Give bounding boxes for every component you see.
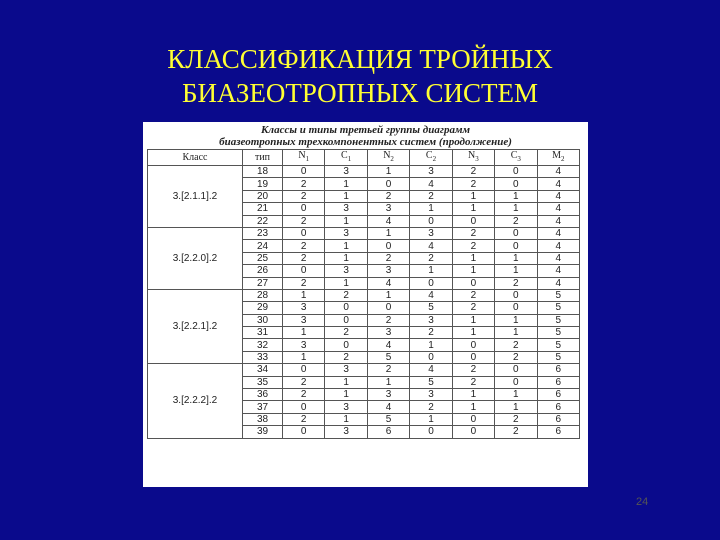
class-cell: 3.[2.2.2].2 xyxy=(148,364,243,438)
table-cell: 0 xyxy=(283,401,325,413)
table-cell: 26 xyxy=(243,265,283,277)
table-cell: 5 xyxy=(367,413,409,425)
column-header xyxy=(410,150,452,166)
table-cell: 1 xyxy=(410,413,452,425)
table-cell: 1 xyxy=(495,203,537,215)
table-cell: 1 xyxy=(452,190,494,202)
column-header-label: C xyxy=(425,150,433,161)
table-cell: 3 xyxy=(367,327,409,339)
column-header xyxy=(148,150,243,166)
table-cell: 0 xyxy=(283,426,325,438)
table-cell: 0 xyxy=(452,339,494,351)
table-header-row xyxy=(148,150,580,166)
class-cell: 3.[2.1.1].2 xyxy=(148,166,243,228)
table-cell: 6 xyxy=(537,401,579,413)
table-cell: 1 xyxy=(410,203,452,215)
table-cell: 0 xyxy=(283,166,325,178)
table-cell: 6 xyxy=(537,389,579,401)
table-cell: 0 xyxy=(325,302,367,314)
table-cell: 1 xyxy=(367,227,409,239)
table-cell: 2 xyxy=(452,166,494,178)
column-header-label: Класс xyxy=(182,152,208,163)
table-cell: 19 xyxy=(243,178,283,190)
table-cell: 2 xyxy=(495,426,537,438)
table-cell: 1 xyxy=(452,265,494,277)
column-header xyxy=(452,150,494,166)
table-cell: 1 xyxy=(452,327,494,339)
table-cell: 0 xyxy=(283,203,325,215)
table-cell: 4 xyxy=(537,203,579,215)
column-header-subscript: 2 xyxy=(432,155,437,163)
table-cell: 0 xyxy=(495,302,537,314)
table-cell: 3 xyxy=(325,364,367,376)
table-cell: 5 xyxy=(410,376,452,388)
table-cell: 3 xyxy=(283,302,325,314)
table-cell: 2 xyxy=(410,252,452,264)
table-cell: 3 xyxy=(367,203,409,215)
table-cell: 1 xyxy=(325,252,367,264)
table-cell: 28 xyxy=(243,289,283,301)
column-header-label: тип xyxy=(254,152,271,163)
table-cell: 0 xyxy=(495,178,537,190)
table-cell: 1 xyxy=(325,413,367,425)
table-cell: 6 xyxy=(537,376,579,388)
column-header-subscript: 3 xyxy=(517,155,521,163)
column-header-subscript: 2 xyxy=(390,155,394,163)
table-cell: 1 xyxy=(325,215,367,227)
table-cell: 2 xyxy=(283,389,325,401)
classification-table xyxy=(147,149,580,439)
table-cell: 1 xyxy=(325,277,367,289)
table-cell: 4 xyxy=(537,265,579,277)
table-cell: 1 xyxy=(367,376,409,388)
table-cell: 0 xyxy=(410,215,452,227)
table-cell: 2 xyxy=(452,289,494,301)
table-cell: 0 xyxy=(452,277,494,289)
table-cell: 4 xyxy=(537,190,579,202)
table-cell: 4 xyxy=(537,252,579,264)
table-cell: 0 xyxy=(495,240,537,252)
table-cell: 0 xyxy=(283,265,325,277)
column-header-label: C xyxy=(510,150,518,161)
table-cell: 3 xyxy=(325,265,367,277)
table-cell: 0 xyxy=(495,364,537,376)
table-cell: 3 xyxy=(367,265,409,277)
table-cell: 4 xyxy=(537,178,579,190)
table-caption xyxy=(147,124,584,148)
table-cell: 2 xyxy=(495,215,537,227)
column-header-label: N xyxy=(298,150,306,161)
class-cell: 3.[2.2.0].2 xyxy=(148,227,243,289)
table-cell: 4 xyxy=(367,215,409,227)
table-cell: 0 xyxy=(325,314,367,326)
table-cell: 0 xyxy=(495,227,537,239)
table-cell: 1 xyxy=(495,389,537,401)
table-cell: 1 xyxy=(495,401,537,413)
slide-title xyxy=(0,42,720,110)
table-cell: 22 xyxy=(243,215,283,227)
table-cell: 3 xyxy=(325,203,367,215)
table-cell: 2 xyxy=(410,401,452,413)
table-cell: 6 xyxy=(537,413,579,425)
table-cell: 4 xyxy=(410,289,452,301)
table-cell: 37 xyxy=(243,401,283,413)
table-cell: 4 xyxy=(537,240,579,252)
column-header-label: C xyxy=(341,150,348,161)
table-cell: 25 xyxy=(243,252,283,264)
table-cell: 39 xyxy=(243,426,283,438)
table-cell: 4 xyxy=(367,339,409,351)
table-cell: 1 xyxy=(325,376,367,388)
table-cell: 2 xyxy=(367,190,409,202)
table-cell: 1 xyxy=(495,327,537,339)
table-cell: 1 xyxy=(283,289,325,301)
table-cell: 2 xyxy=(367,364,409,376)
column-header-label: N xyxy=(383,150,391,161)
table-cell: 0 xyxy=(410,426,452,438)
table-cell: 3 xyxy=(325,426,367,438)
table-cell: 1 xyxy=(367,166,409,178)
table-cell: 2 xyxy=(283,252,325,264)
page-number: 24 xyxy=(636,496,649,508)
table-cell: 6 xyxy=(537,426,579,438)
table-cell: 1 xyxy=(495,314,537,326)
table-cell: 1 xyxy=(452,203,494,215)
table-cell: 21 xyxy=(243,203,283,215)
table-cell: 2 xyxy=(283,178,325,190)
column-header-subscript: 1 xyxy=(305,155,310,163)
table-cell: 30 xyxy=(243,314,283,326)
column-header-label: M xyxy=(552,150,561,161)
table-caption-line-1: Классы и типы третьей группы диаграмм xyxy=(260,124,471,136)
table-cell: 1 xyxy=(495,265,537,277)
table-cell: 3 xyxy=(410,227,452,239)
column-header xyxy=(537,150,579,166)
table-cell: 5 xyxy=(537,339,579,351)
column-header-subscript: 2 xyxy=(560,155,565,163)
table-cell: 2 xyxy=(367,314,409,326)
table-cell: 0 xyxy=(283,227,325,239)
table-cell: 6 xyxy=(537,364,579,376)
table-cell: 1 xyxy=(410,339,452,351)
table-cell: 3 xyxy=(410,389,452,401)
table-cell: 1 xyxy=(452,389,494,401)
table-cell: 6 xyxy=(367,426,409,438)
classification-table-figure xyxy=(143,122,588,487)
table-cell: 4 xyxy=(537,166,579,178)
table-cell: 23 xyxy=(243,227,283,239)
table-cell: 0 xyxy=(367,240,409,252)
table-cell: 34 xyxy=(243,364,283,376)
column-header-subscript: 1 xyxy=(347,155,352,163)
table-cell: 2 xyxy=(410,190,452,202)
table-cell: 32 xyxy=(243,339,283,351)
table-cell: 2 xyxy=(452,240,494,252)
table-cell: 2 xyxy=(495,351,537,363)
table-cell: 4 xyxy=(537,215,579,227)
table-cell: 2 xyxy=(283,240,325,252)
table-cell: 1 xyxy=(283,327,325,339)
table-cell: 1 xyxy=(283,351,325,363)
table-cell: 20 xyxy=(243,190,283,202)
table-cell: 2 xyxy=(325,351,367,363)
table-cell: 3 xyxy=(410,314,452,326)
table-cell: 2 xyxy=(495,413,537,425)
table-cell: 2 xyxy=(325,327,367,339)
table-cell: 2 xyxy=(452,376,494,388)
table-cell: 5 xyxy=(537,314,579,326)
table-cell: 1 xyxy=(325,190,367,202)
table-cell: 1 xyxy=(325,240,367,252)
column-header xyxy=(325,150,367,166)
table-cell: 2 xyxy=(283,215,325,227)
table-cell: 2 xyxy=(452,178,494,190)
table-cell: 0 xyxy=(410,277,452,289)
table-cell: 31 xyxy=(243,327,283,339)
table-cell: 4 xyxy=(410,178,452,190)
table-cell: 18 xyxy=(243,166,283,178)
table-cell: 1 xyxy=(410,265,452,277)
table-cell: 0 xyxy=(325,339,367,351)
table-cell: 4 xyxy=(537,277,579,289)
table-cell: 5 xyxy=(537,302,579,314)
table-cell: 5 xyxy=(537,351,579,363)
table-cell: 0 xyxy=(452,215,494,227)
table-row xyxy=(148,227,580,239)
table-cell: 27 xyxy=(243,277,283,289)
column-header xyxy=(243,150,283,166)
table-cell: 36 xyxy=(243,389,283,401)
table-cell: 1 xyxy=(452,401,494,413)
column-header-subscript: 3 xyxy=(475,155,479,163)
table-cell: 0 xyxy=(495,289,537,301)
table-cell: 24 xyxy=(243,240,283,252)
column-header-label: N xyxy=(468,150,476,161)
table-row xyxy=(148,364,580,376)
table-row xyxy=(148,289,580,301)
table-cell: 1 xyxy=(495,190,537,202)
table-cell: 29 xyxy=(243,302,283,314)
table-cell: 0 xyxy=(367,178,409,190)
table-cell: 2 xyxy=(283,277,325,289)
table-cell: 2 xyxy=(283,413,325,425)
table-cell: 2 xyxy=(452,364,494,376)
column-header xyxy=(495,150,537,166)
table-cell: 4 xyxy=(410,240,452,252)
table-cell: 3 xyxy=(410,166,452,178)
table-cell: 2 xyxy=(452,302,494,314)
table-cell: 1 xyxy=(367,289,409,301)
table-cell: 0 xyxy=(452,351,494,363)
table-cell: 1 xyxy=(495,252,537,264)
table-cell: 1 xyxy=(452,252,494,264)
table-cell: 3 xyxy=(325,401,367,413)
table-cell: 2 xyxy=(325,289,367,301)
table-cell: 3 xyxy=(325,166,367,178)
table-cell: 1 xyxy=(325,178,367,190)
table-cell: 0 xyxy=(452,413,494,425)
table-cell: 2 xyxy=(283,190,325,202)
table-cell: 2 xyxy=(495,277,537,289)
table-cell: 5 xyxy=(367,351,409,363)
table-cell: 0 xyxy=(495,376,537,388)
table-cell: 4 xyxy=(367,401,409,413)
table-cell: 3 xyxy=(367,389,409,401)
slide-title-line-2: БИАЗЕОТРОПНЫХ СИСТЕМ xyxy=(182,78,538,108)
table-cell: 2 xyxy=(452,227,494,239)
table-cell: 3 xyxy=(283,314,325,326)
table-cell: 2 xyxy=(495,339,537,351)
table-cell: 5 xyxy=(537,289,579,301)
table-cell: 0 xyxy=(367,302,409,314)
table-cell: 4 xyxy=(367,277,409,289)
table-cell: 0 xyxy=(283,364,325,376)
slide-title-line-1: КЛАССИФИКАЦИЯ ТРОЙНЫХ xyxy=(167,44,553,74)
class-cell: 3.[2.2.1].2 xyxy=(148,289,243,363)
table-cell: 33 xyxy=(243,351,283,363)
table-cell: 5 xyxy=(410,302,452,314)
column-header xyxy=(367,150,409,166)
table-cell: 35 xyxy=(243,376,283,388)
table-cell: 2 xyxy=(283,376,325,388)
table-row xyxy=(148,166,580,178)
table-cell: 3 xyxy=(283,339,325,351)
table-cell: 1 xyxy=(325,389,367,401)
table-cell: 5 xyxy=(537,327,579,339)
table-cell: 38 xyxy=(243,413,283,425)
table-cell: 1 xyxy=(452,314,494,326)
table-cell: 3 xyxy=(325,227,367,239)
table-cell: 0 xyxy=(452,426,494,438)
table-cell: 0 xyxy=(410,351,452,363)
column-header xyxy=(283,150,325,166)
table-cell: 4 xyxy=(537,227,579,239)
table-caption-line-2: биазеотропных трехкомпонентных систем (продолжение) xyxy=(219,136,512,148)
table-cell: 2 xyxy=(367,252,409,264)
table-cell: 0 xyxy=(495,166,537,178)
table-cell: 4 xyxy=(410,364,452,376)
table-cell: 2 xyxy=(410,327,452,339)
